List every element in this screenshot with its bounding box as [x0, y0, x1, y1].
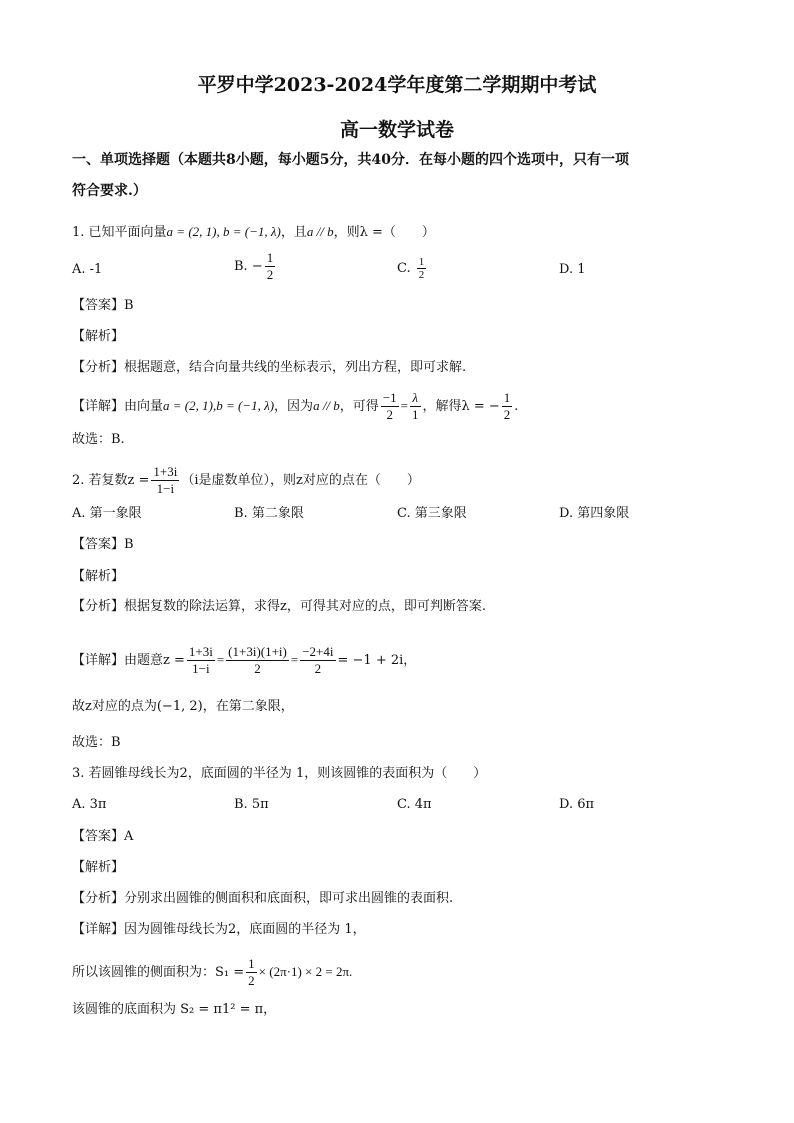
- fraction: $\frac{-2+4i}{2}$: [302, 644, 334, 676]
- q3-option-b: B. 5π: [234, 797, 269, 812]
- fraction: $\frac{\lambda}{1}$: [412, 390, 419, 422]
- q1-answer: 【答案】B: [72, 298, 134, 313]
- q2-option-c: C. 第三象限: [397, 506, 467, 521]
- q3-answer: 【答案】A: [72, 829, 134, 844]
- fraction: $\frac{1}{2}$: [266, 250, 274, 282]
- fraction: $\frac{1}{2}$: [248, 956, 255, 988]
- q2-option-d: D. 第四象限: [559, 506, 630, 521]
- fraction: $\frac{1+3i}{1-i}$: [188, 644, 213, 676]
- exam-title: 平罗中学2023-2024学年度第二学期期中考试: [197, 74, 597, 96]
- q3-option-a: A. 3π: [72, 797, 107, 812]
- q2-analysis: 【分析】根据复数的除法运算，求得z，可得其对应的点，即可判断答案.: [72, 599, 486, 614]
- q2-detail: 【详解】由题意z = $\frac{1+3i}{1-i}$ = $\frac{(1+3i)(1+i)}{2}$ = $\frac{-2+4i}{2}$ = −1 + 2i，: [72, 644, 417, 676]
- q2-option-a: A. 第一象限: [72, 506, 142, 521]
- q1-option-c: C. $\frac{1}{2}$: [397, 256, 425, 281]
- fraction: $\frac{-1}{2}$: [382, 390, 397, 422]
- q1-option-b: B. − $\frac{1}{2}$: [234, 250, 274, 282]
- q1-conclusion: 故选：B.: [72, 432, 125, 447]
- question-2-stem: 2. 若复数z = $\frac{1+3i}{1-i}$ （i是虚数单位），则z对应的点在（ ）: [72, 464, 420, 496]
- q2-point: 故z对应的点为(−1, 2)，在第二象限，: [72, 699, 294, 714]
- vector-a-def: a = (2, 1),: [166, 224, 223, 239]
- section-header-cont: 符合要求.）: [72, 183, 147, 199]
- q1-solution-label: 【解析】: [72, 329, 125, 344]
- q3-base-area: 该圆锥的底面积为 S₂ = π1² = π，: [72, 1002, 277, 1017]
- fraction: $\frac{(1+3i)(1+i)}{2}$: [228, 644, 287, 676]
- q2-option-b: B. 第二象限: [234, 506, 304, 521]
- q2-answer: 【答案】B: [72, 537, 134, 552]
- parallel-condition: a // b: [306, 224, 334, 239]
- q3-detail: 【详解】因为圆锥母线长为2，底面圆的半径为 1，: [72, 922, 366, 937]
- fraction: $\frac{1}{2}$: [503, 390, 511, 422]
- q3-option-c: C. 4π: [397, 797, 432, 812]
- q1-detail: 【详解】由向量a = (2, 1),b = (−1, λ)，因为a // b，可得 $\frac{-1}{2}$ = $\frac{\lambda}{1}$ ，解得λ = − $\frac{1}{2}$ .: [72, 390, 519, 422]
- exam-subtitle: 高一数学试卷: [339, 119, 454, 141]
- q3-analysis: 【分析】分别求出圆锥的侧面积和底面积，即可求出圆锥的表面积.: [72, 891, 454, 906]
- fraction: $\frac{1}{2}$: [418, 256, 425, 281]
- q3-solution-label: 【解析】: [72, 860, 125, 875]
- q3-option-d: D. 6π: [559, 797, 595, 812]
- vector-b-def: b = (−1, λ): [222, 224, 281, 239]
- q3-lateral-area: 所以该圆锥的侧面积为：S₁ = $\frac{1}{2}$ × (2π·1) × 2 = 2π.: [72, 956, 353, 988]
- question-1-stem: 1. 已知平面向量a = (2, 1), b = (−1, λ)，且a // b，则λ =（ ）: [72, 224, 435, 240]
- q1-analysis: 【分析】根据题意，结合向量共线的坐标表示，列出方程，即可求解.: [72, 360, 467, 375]
- fraction: $\frac{1+3i}{1-i}$: [153, 464, 178, 496]
- question-3-stem: 3. 若圆锥母线长为2，底面圆的半径为 1，则该圆锥的表面积为（ ）: [72, 766, 487, 781]
- q2-solution-label: 【解析】: [72, 569, 125, 584]
- q1-option-a: A. -1: [72, 262, 103, 277]
- q1-option-d: D. 1: [559, 262, 586, 277]
- q2-conclusion: 故选：B: [72, 735, 121, 750]
- section-header: 一、单项选择题（本题共8小题，每小题5分，共40分．在每小题的四个选项中，只有一项: [72, 152, 629, 168]
